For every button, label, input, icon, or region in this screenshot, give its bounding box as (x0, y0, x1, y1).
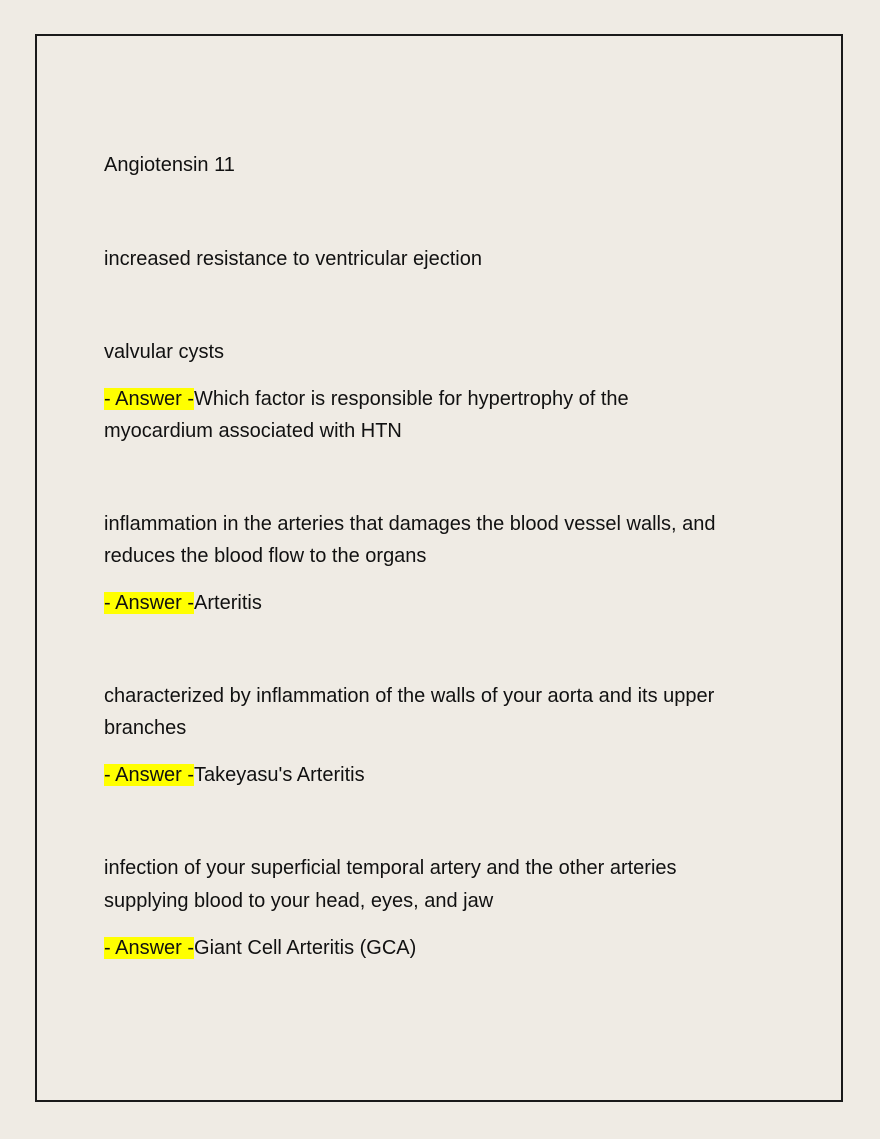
question-line: characterized by inflammation of the walls of your aorta and its upper (104, 685, 715, 707)
question-line: reduces the blood flow to the organs (104, 545, 427, 567)
answer-label: - Answer - (104, 592, 195, 614)
text-line: increased resistance to ventricular ejection (104, 248, 482, 270)
answer-text: Which factor is responsible for hypertrophy of the (194, 388, 629, 410)
answer-text: Takeyasu's Arteritis (194, 764, 365, 786)
question-line: inflammation in the arteries that damages the blood vessel walls, and (104, 513, 716, 535)
answer-text: Arteritis (194, 592, 262, 614)
text-line: valvular cysts (104, 341, 225, 363)
answer-line (104, 587, 262, 619)
answer-text: Giant Cell Arteritis (GCA) (194, 937, 417, 959)
answer-line (104, 383, 629, 415)
text-line: myocardium associated with HTN (104, 420, 402, 442)
question-line: branches (104, 717, 187, 739)
answer-label: - Answer - (104, 764, 195, 786)
answer-line (104, 759, 365, 791)
question-line: infection of your superficial temporal artery and the other arteries (104, 857, 677, 879)
answer-line (104, 932, 416, 964)
answer-label: - Answer - (104, 937, 195, 959)
text-line: Angiotensin 11 (104, 154, 235, 176)
question-line: supplying blood to your head, eyes, and jaw (104, 890, 494, 912)
answer-label: - Answer - (104, 388, 195, 410)
